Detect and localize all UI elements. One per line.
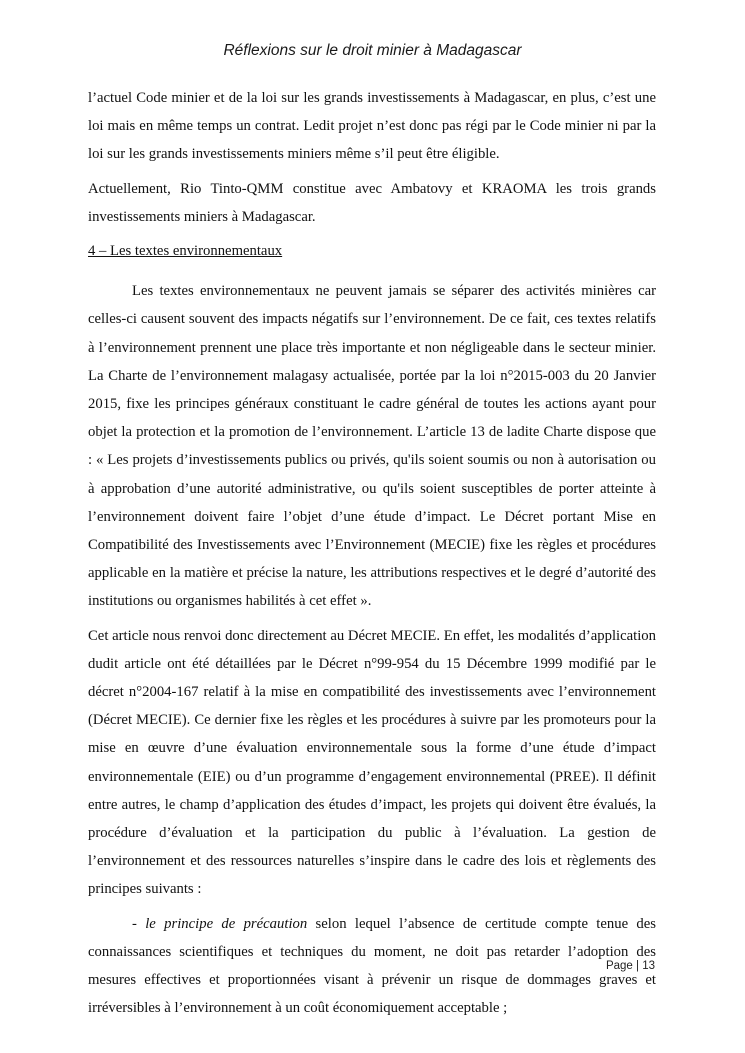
principle-term: le principe de précaution — [145, 915, 308, 932]
paragraph-continuation: l’actuel Code minier et de la loi sur les grands investissements à Madagascar, en plus, c’est une loi mais en même temps un contrat. Ledit projet n’est donc pas régi par le Code minier ni par la loi sur les grands investissements miniers même s’il peut être éligible. — [88, 90, 656, 163]
paragraph-environment-texts: Les textes environnementaux ne peuvent jamais se séparer des activités minières car celles-ci causent souvent des impacts négatifs sur l’environnement. De ce fait, ces textes relatifs à l’environnement prennent une place très importante et non négligeable dans le secteur minier. La Charte de l’environnement malagasy actualisée, portée par la loi n°2015-003 du 20 Janvier 2015, fixe les principes généraux constituant le cadre général de toutes les actions ayant pour objet la protection et la promotion de l’environnement. L’article 13 de ladite Charte dispose que : « Les projets d’investissements publics ou privés, qu'ils soient soumis ou non à autorisation ou à approbation d’une autorité administrative, ou qu'ils soient susceptibles de porter atteinte à l’environnement doivent faire l’objet d’une étude d’impact. Le Décret portant Mise en Compatibilité des Investissements avec l’Environnement (MECIE) fixe les règles et procédures applicable en la matière et précise la nature, les attributions respectives et le degré d’autorité des institutions ou organismes habilités à cet effet ». — [88, 283, 656, 610]
document-body — [88, 84, 656, 1029]
principle-description: selon lequel l’absence de certitude compte tenue des connaissances scientifiques et techniques du moment, ne doit pas retarder l’adoption des mesures effectives et proportionnées visant à prévenir un risque de dommages graves et irréversibles à l’environnement à un coût économiquement acceptable ; — [88, 915, 656, 1017]
paragraph-precaution-principle — [88, 910, 656, 1023]
section-heading: 4 – Les textes environnementaux — [88, 243, 283, 260]
running-header: Réflexions sur le droit minier à Madagascar — [223, 42, 522, 59]
list-dash: - — [132, 915, 146, 932]
paragraph-investments: Actuellement, Rio Tinto-QMM constitue avec Ambatovy et KRAOMA les trois grands investissements miniers à Madagascar. — [88, 180, 656, 225]
paragraph-mecie: Cet article nous renvoi donc directement au Décret MECIE. En effet, les modalités d’application dudit article ont été détaillées par le Décret n°99-954 du 15 Décembre 1999 modifié par le décret n°2004-167 relatif à la mise en compatibilité des investissements avec l’environnement (Décret MECIE). Ce dernier fixe les règles et les procédures à suivre par les promoteurs pour la mise en œuvre d’une évaluation environnementale sous la forme d’une étude d’impact environnementale (EIE) ou d’un programme d’engagement environnemental (PREE). Il définit entre autres, le champ d’application des études d’impact, les projets qui doivent être évalués, la procédure d’évaluation et la participation du public à l’évaluation. La gestion de l’environnement et des ressources naturelles s’inspire dans le cadre des lois et règlements des principes suivants : — [88, 627, 656, 898]
page-number: Page | 13 — [605, 960, 655, 972]
